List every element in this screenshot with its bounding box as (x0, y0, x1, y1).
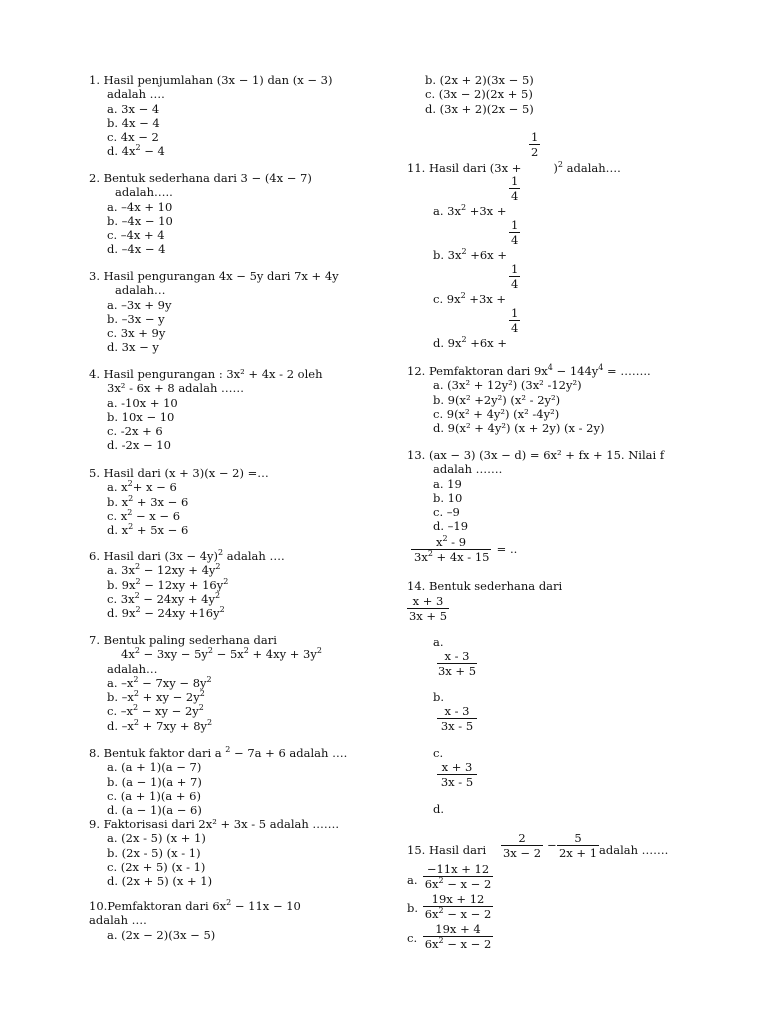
question-4 (89, 367, 369, 453)
option-c: c. -2x + 6 (107, 424, 163, 439)
question-stem-cont: 3x² - 6x + 8 adalah …… (107, 381, 245, 396)
minus-sign: − (547, 838, 557, 852)
question-number: 10. (89, 899, 108, 913)
option-a-fraction: −11x + 12 $6x^2 - x - 2$ (424, 862, 492, 892)
option-c: c. $-x^2$ − xy − $2y^2$ (107, 703, 204, 719)
fraction-quarter-b: 1 4 (511, 218, 519, 248)
option-d: d. (2x + 5) (x + 1) (107, 874, 213, 889)
option-b-label: b. (433, 690, 445, 704)
option-c: c. (3x − 2)(2x + 5) (425, 87, 533, 102)
fraction-one-half: 1 2 (531, 130, 539, 160)
option-c: c. (a + 1)(a + 6) (107, 788, 201, 803)
question-12 (407, 364, 697, 435)
question-number: 13. (407, 448, 426, 462)
option-c: c. $9x^2 +3x$ + (433, 291, 507, 306)
option-c-fraction: 19x + 4 $6x^2 - x - 2$ (424, 922, 492, 952)
option-a: a. (2x − 2)(3x − 5) (107, 927, 216, 942)
option-b: b. $9x^2 - 12xy + 16y^2$ (107, 576, 229, 592)
option-c: c. $3x^2 - 24xy + 4y^2$ (107, 590, 221, 606)
question-5 (89, 466, 369, 537)
option-d: d. -2x − 10 (107, 438, 171, 453)
option-d: d. $x^2 + 5x - 6$ (107, 522, 189, 538)
fraction-quarter-d: 1 4 (511, 306, 519, 336)
question-number: 3. (89, 269, 100, 283)
option-c-label: c. (433, 746, 444, 760)
question-stem: Bentuk sederhana dari 3 − (4x − 7) (103, 171, 312, 185)
option-d: d. –4x − 4 (107, 242, 166, 257)
option-c: c. 3x + 9y (107, 326, 166, 341)
option-b: b. $3x^2 +6x$ + (433, 247, 507, 262)
question-number: 9. (89, 817, 100, 831)
option-a: a. -10x + 10 (107, 395, 178, 410)
question-stem-cont: adalah …. (89, 913, 147, 928)
stem-fraction-1: 2 3x − 2 (502, 831, 542, 861)
option-c: c. 9(x² + 4y²) (x² -4y²) (433, 406, 560, 421)
option-b: b. 9(x² +2y²) (x² - 2y²) (433, 392, 561, 407)
option-d: d. (3x + 2)(2x − 5) (425, 101, 534, 116)
option-d: d. $4x^2 - 4$ (107, 143, 165, 159)
option-b: b. (2x - 5) (x - 1) (107, 845, 201, 860)
question-1 (89, 73, 369, 159)
fraction-quarter-a: 1 4 (511, 174, 519, 204)
expression: $4x^2 - 3xy - 5y^2 - 5x^2 + 4xy + 3y^2$ (121, 646, 322, 662)
question-stem-cont: adalah ……. (433, 462, 503, 477)
option-a-fraction: x - 3 3x + 5 (437, 649, 477, 679)
question-stem: (ax − 3) (3x − d) = 6x² + fx + 15. Nilai f (428, 448, 665, 462)
question-10 (89, 899, 369, 942)
question-3 (89, 269, 369, 355)
option-b: b. 10 (433, 490, 463, 505)
question-stem: 15. Hasil dari (407, 843, 487, 857)
question-stem-cont: adalah… (115, 283, 166, 298)
question-number: 5. (89, 466, 100, 480)
option-b: b. –3x − y (107, 311, 165, 326)
question-stem: Pemfaktoran dari $6x^2 - 11x - 10$ (107, 898, 301, 913)
question-9 (89, 817, 369, 888)
question-10-continued (407, 73, 697, 116)
option-a-label: a. (407, 873, 418, 887)
option-b: b. (a − 1)(a + 7) (107, 774, 202, 789)
option-c-fraction: x + 3 3x - 5 (437, 760, 477, 790)
question-number: 2. (89, 171, 100, 185)
question-stem-tail: adalah ……. (599, 843, 669, 857)
question-number: 4. (89, 367, 100, 381)
question-number: 1. (89, 73, 100, 87)
question-stem-cont: adalah… (107, 661, 158, 676)
question-stem: Pemfaktoran dari $9x^4 - 144y^4$ = …….. (428, 363, 651, 378)
question-stem: Hasil penjumlahan (3x − 1) dan (x − 3) (103, 73, 333, 87)
option-d: d. $9x^2 - 24xy +16y^2$ (107, 605, 225, 621)
option-c: c. –9 (433, 505, 460, 520)
question-6 (89, 549, 369, 620)
question-number: 6. (89, 549, 100, 563)
option-d: d. $9x^2 +6x$ + (433, 335, 507, 350)
option-b-fraction: x - 3 3x - 5 (437, 704, 477, 734)
option-d-label: d. (433, 802, 445, 816)
option-a: a. –3x + 9y (107, 297, 172, 312)
question-13 (407, 448, 697, 534)
option-a-label: a. (433, 635, 444, 649)
option-c: c. (2x + 5) (x - 1) (107, 859, 206, 874)
question-stem: Bentuk faktor dari a $^2$ − 7a + 6 adalah …. (103, 745, 348, 760)
question-stem: 14. Bentuk sederhana dari (407, 579, 563, 593)
option-a: a. (a + 1)(a − 7) (107, 760, 202, 775)
question-stem: Bentuk paling sederhana dari (103, 633, 277, 647)
option-d: d. 9(x² + 4y²) (x + 2y) (x - 2y) (433, 421, 605, 436)
question-stem-cont: adalah …. (107, 87, 165, 102)
question-stem: Hasil dari $(3x - 4y)^2$ adalah …. (103, 548, 285, 563)
question-stem: Hasil pengurangan 4x − 5y dari 7x + 4y (103, 269, 339, 283)
option-a: a. (2x - 5) (x + 1) (107, 831, 206, 846)
option-b: b. 10x − 10 (107, 409, 175, 424)
option-a: a. $3x^2 +3x$ + (433, 203, 507, 218)
option-b: b. $-x^2$ + xy − $2y^2$ (107, 689, 205, 705)
fraction-quarter-c: 1 4 (511, 262, 519, 292)
question-7 (89, 633, 369, 733)
option-a: a. –4x + 10 (107, 199, 173, 214)
option-a: a. $x^2+ x - 6$ (107, 479, 177, 495)
stem-fraction-2: 5 2x + 1 (558, 831, 598, 861)
option-d: d. 3x − y (107, 340, 159, 355)
question-stem: Faktorisasi dari 2x² + 3x - 5 adalah ……. (103, 817, 340, 831)
option-b: b. (2x + 2)(3x − 5) (425, 73, 534, 87)
option-b: b. 4x − 4 (107, 115, 160, 130)
option-a: a. $3x^2 - 12xy + 4y^2$ (107, 562, 221, 578)
option-d: d. –19 (433, 519, 469, 534)
option-d: d. $-x^2 + 7xy + 8y^2$ (107, 717, 213, 733)
question-stem: Hasil pengurangan : 3x² + 4x - 2 oleh (103, 367, 323, 381)
option-a: a. (3x² + 12y²) (3x² -12y²) (433, 378, 582, 393)
option-b-fraction: 19x + 12 $6x^2 - x - 2$ (424, 892, 492, 922)
option-c: c. 4x − 2 (107, 130, 159, 145)
option-a: a. $-x^2 - 7xy - 8y^2$ (107, 674, 212, 690)
question-number: 8. (89, 746, 100, 760)
option-a: a. 3x − 4 (107, 101, 160, 116)
question-stem: Hasil dari (x + 3)(x − 2) =… (103, 466, 269, 480)
option-c-label: c. (407, 931, 418, 945)
question-stem-cont: adalah….. (115, 185, 173, 200)
question-stem: 11. Hasil dari $(3x + )^2$ adalah…. (407, 160, 621, 175)
question-number: 7. (89, 633, 100, 647)
question-number: 12. (407, 364, 426, 378)
option-b: b. $x^2 + 3x - 6$ (107, 493, 189, 509)
option-b-label: b. (407, 901, 419, 915)
option-c: c. $x^2 - x - 6$ (107, 507, 181, 523)
question-8 (89, 746, 369, 817)
option-b: b. –4x − 10 (107, 213, 173, 228)
stem-fraction: x + 3 3x + 5 (408, 594, 448, 624)
floating-fraction-expression: $\frac{x^2 - 9}{3x^2 + 4x - 15}$ = .. (409, 535, 517, 565)
option-a: a. 19 (433, 476, 462, 491)
question-2 (89, 171, 369, 257)
option-d: d. (a − 1)(a − 6) (107, 803, 202, 818)
option-c: c. –4x + 4 (107, 228, 165, 243)
